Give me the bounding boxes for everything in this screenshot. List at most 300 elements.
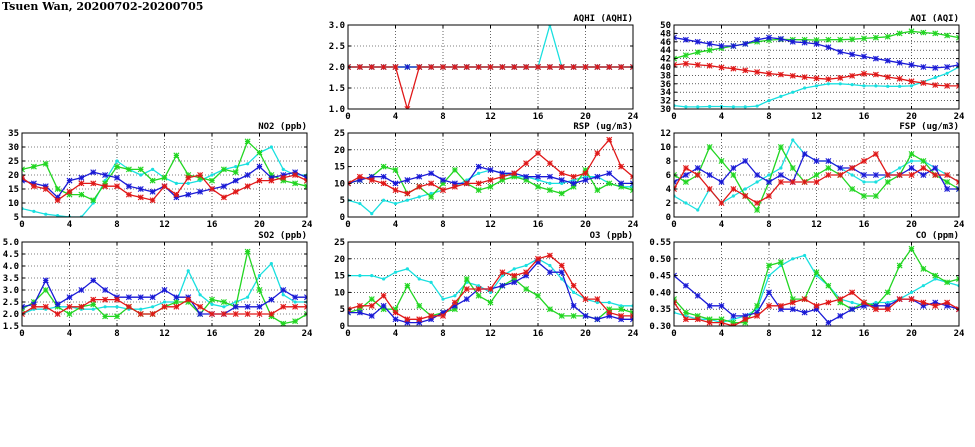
data-point [174, 192, 179, 197]
data-point [838, 37, 843, 42]
data-point [394, 271, 397, 274]
data-point [683, 37, 688, 42]
data-point [186, 175, 191, 180]
x-tick-label: 8 [766, 220, 772, 230]
data-point [885, 307, 890, 312]
data-point [766, 303, 771, 308]
data-point [269, 297, 274, 302]
data-point [476, 188, 481, 193]
data-point [684, 105, 687, 108]
data-point [695, 62, 700, 67]
data-point [257, 311, 262, 316]
data-point [683, 172, 688, 177]
data-point [369, 313, 374, 318]
data-point [683, 317, 688, 322]
data-point [619, 164, 624, 169]
data-point [838, 297, 843, 302]
data-point [43, 287, 48, 292]
data-point [945, 280, 950, 285]
data-point [885, 58, 890, 63]
data-point [778, 260, 783, 265]
data-point [743, 68, 748, 73]
y-tick-label: 0.50 [649, 254, 671, 265]
data-point [417, 64, 422, 69]
data-point [464, 276, 469, 281]
data-point [138, 167, 143, 172]
data-point [440, 188, 445, 193]
data-point [766, 179, 771, 184]
data-point [369, 64, 374, 69]
data-point [500, 270, 505, 275]
data-point [187, 269, 190, 272]
data-point [476, 164, 481, 169]
y-tick-label: 36 [660, 79, 671, 90]
x-tick-label: 24 [953, 220, 965, 230]
data-point [921, 64, 926, 69]
data-point [126, 295, 131, 300]
data-point [103, 287, 108, 292]
data-point [743, 158, 748, 163]
data-point [513, 267, 516, 270]
data-point [814, 179, 819, 184]
data-point [548, 182, 551, 185]
data-point [885, 34, 890, 39]
data-point [393, 310, 398, 315]
y-tick-label: 35 [8, 129, 19, 139]
data-point [595, 297, 600, 302]
data-point [32, 210, 35, 213]
data-point [91, 170, 96, 175]
data-point [535, 293, 540, 298]
data-point [282, 168, 285, 171]
data-point [126, 304, 131, 309]
data-point [257, 304, 262, 309]
data-point [790, 300, 795, 305]
data-point [43, 278, 48, 283]
data-point [583, 171, 588, 176]
y-tick-label: 10 [8, 199, 19, 209]
x-tick-label: 20 [254, 329, 265, 339]
x-tick-label: 4 [718, 329, 725, 339]
y-tick-label: 1.5 [2, 322, 19, 332]
data-point [933, 303, 938, 308]
data-point [861, 158, 866, 163]
y-tick-label: 25 [8, 157, 19, 167]
x-tick-label: 16 [858, 329, 870, 339]
data-point [258, 274, 261, 277]
data-point [547, 161, 552, 166]
data-point [873, 56, 878, 61]
y-tick-label: 0.40 [649, 288, 671, 299]
data-point [607, 137, 612, 142]
data-point [257, 164, 262, 169]
page-title: Tsuen Wan, 20200702-20200705 [2, 0, 204, 13]
data-point [851, 83, 854, 86]
data-point [548, 264, 551, 267]
data-point [524, 64, 529, 69]
y-tick-label: 2.0 [2, 310, 19, 320]
data-point [150, 295, 155, 300]
data-point [559, 177, 564, 182]
x-tick-label: 12 [811, 220, 822, 230]
data-point [293, 304, 298, 309]
data-point [571, 64, 576, 69]
data-point [209, 186, 214, 191]
y-tick-label: 20 [334, 145, 345, 156]
data-point [488, 64, 493, 69]
data-point [909, 62, 914, 67]
data-point [814, 270, 819, 275]
data-point [270, 262, 273, 265]
data-point [755, 172, 760, 177]
y-tick-label: 46 [660, 37, 671, 48]
data-point [707, 63, 712, 68]
data-point [535, 151, 540, 156]
data-point [850, 186, 855, 191]
y-tick-label: 15 [334, 271, 345, 282]
data-point [535, 184, 540, 189]
data-point [595, 151, 600, 156]
data-point [233, 178, 238, 183]
x-tick-label: 8 [440, 329, 446, 339]
data-point [103, 297, 108, 302]
data-point [464, 181, 469, 186]
y-tick-label: 50 [660, 21, 671, 31]
x-tick-label: 8 [766, 112, 772, 122]
data-point [921, 158, 926, 163]
x-tick-label: 4 [392, 112, 399, 122]
data-point [814, 158, 819, 163]
data-point [269, 178, 274, 183]
data-point [245, 139, 250, 144]
data-point [221, 299, 226, 304]
data-point [31, 164, 36, 169]
x-tick-label: 8 [766, 329, 772, 339]
x-tick-label: 12 [811, 329, 822, 339]
data-point [525, 264, 528, 267]
data-point [850, 165, 855, 170]
data-point [933, 82, 938, 87]
data-point [500, 64, 505, 69]
data-point [826, 165, 831, 170]
data-point [559, 191, 564, 196]
data-point [696, 208, 699, 211]
data-point [921, 30, 926, 35]
data-point [861, 300, 866, 305]
data-point [126, 192, 131, 197]
y-tick-label: 12 [660, 129, 671, 139]
data-point [851, 173, 854, 176]
x-tick-label: 8 [114, 329, 120, 339]
data-point [429, 194, 434, 199]
x-tick-label: 16 [532, 329, 544, 339]
data-point [933, 31, 938, 36]
chart-aqi [660, 14, 965, 122]
y-tick-label: 5 [339, 196, 345, 207]
data-point [417, 317, 422, 322]
data-point [453, 294, 456, 297]
x-tick-label: 12 [485, 112, 496, 122]
data-point [707, 186, 712, 191]
data-point [429, 64, 434, 69]
data-point [743, 317, 748, 322]
data-point [619, 307, 624, 312]
data-point [559, 270, 564, 275]
y-tick-label: 30 [8, 143, 19, 153]
data-point [547, 174, 552, 179]
data-point [778, 72, 783, 77]
data-point [731, 186, 736, 191]
data-point [174, 295, 179, 300]
data-point [779, 166, 782, 169]
data-point [393, 188, 398, 193]
y-tick-label: 10 [660, 143, 671, 153]
data-point [246, 162, 249, 165]
data-point [381, 293, 386, 298]
data-point [683, 53, 688, 58]
data-point [755, 303, 760, 308]
data-point [945, 64, 950, 69]
data-point [732, 105, 735, 108]
data-point [755, 313, 760, 318]
data-point [162, 287, 167, 292]
x-tick-label: 12 [485, 220, 496, 230]
data-point [945, 300, 950, 305]
data-point [607, 310, 612, 315]
data-point [369, 297, 374, 302]
data-point [174, 299, 179, 304]
data-point [945, 33, 950, 38]
y-tick-label: 3.0 [2, 286, 19, 296]
chart-title: SO2 (ppb) [258, 231, 307, 241]
y-tick-label: 3.5 [2, 274, 19, 284]
y-tick-label: 3.0 [328, 21, 345, 31]
data-point [535, 64, 540, 69]
data-point [103, 184, 108, 189]
data-point [571, 181, 576, 186]
data-point [199, 293, 202, 296]
x-tick-label: 4 [66, 220, 73, 230]
x-tick-label: 8 [114, 220, 120, 230]
data-point [209, 311, 214, 316]
data-point [873, 151, 878, 156]
y-tick-label: 5 [339, 305, 345, 316]
data-point [245, 249, 250, 254]
data-point [269, 311, 274, 316]
data-point [281, 175, 286, 180]
data-point [104, 305, 107, 308]
data-point [79, 287, 84, 292]
x-tick-label: 20 [906, 220, 917, 230]
y-tick-label: 4 [665, 185, 671, 195]
data-point [221, 195, 226, 200]
data-point [233, 189, 238, 194]
x-tick-label: 0 [671, 112, 677, 122]
data-point [245, 304, 250, 309]
data-point [767, 99, 770, 102]
data-point [150, 178, 155, 183]
data-point [281, 321, 286, 326]
data-point [221, 184, 226, 189]
data-point [707, 303, 712, 308]
data-point [945, 186, 950, 191]
data-point [886, 85, 889, 88]
data-point [862, 84, 865, 87]
data-point [909, 151, 914, 156]
data-point [719, 303, 724, 308]
data-point [417, 303, 422, 308]
data-point [560, 277, 563, 280]
data-point [440, 313, 445, 318]
data-point [873, 72, 878, 77]
data-point [921, 266, 926, 271]
data-point [766, 193, 771, 198]
data-point [933, 165, 938, 170]
data-point [67, 304, 72, 309]
data-point [150, 311, 155, 316]
data-point [861, 193, 866, 198]
data-point [779, 95, 782, 98]
data-point [44, 213, 47, 216]
data-point [695, 172, 700, 177]
x-tick-label: 20 [580, 112, 591, 122]
data-point [619, 313, 624, 318]
chart-no2 [8, 122, 313, 230]
data-point [174, 304, 179, 309]
data-point [826, 158, 831, 163]
data-point [850, 290, 855, 295]
data-point [394, 202, 397, 205]
data-point [766, 290, 771, 295]
x-tick-label: 12 [159, 329, 170, 339]
data-point [756, 180, 759, 183]
data-point [488, 300, 493, 305]
data-point [826, 77, 831, 82]
data-point [559, 64, 564, 69]
data-point [162, 175, 167, 180]
chart-co [649, 231, 965, 339]
x-tick-label: 24 [953, 329, 965, 339]
data-point [393, 317, 398, 322]
data-point [839, 82, 842, 85]
data-point [933, 65, 938, 70]
data-point [512, 64, 517, 69]
data-point [766, 263, 771, 268]
chart-title: FSP (ug/m3) [899, 122, 959, 132]
data-point [31, 304, 36, 309]
data-point [707, 320, 712, 325]
x-tick-label: 16 [858, 112, 870, 122]
data-point [861, 172, 866, 177]
data-point [382, 277, 385, 280]
data-point [684, 201, 687, 204]
data-point [440, 177, 445, 182]
data-point [209, 297, 214, 302]
data-point [778, 172, 783, 177]
data-point [138, 311, 143, 316]
x-tick-label: 0 [671, 329, 677, 339]
data-point [270, 145, 273, 148]
data-point [186, 192, 191, 197]
x-tick-label: 0 [19, 329, 25, 339]
data-point [91, 181, 96, 186]
data-point [874, 180, 877, 183]
data-point [695, 39, 700, 44]
data-point [500, 283, 505, 288]
chart-so2 [3, 231, 313, 339]
x-tick-label: 8 [440, 220, 446, 230]
data-point [802, 40, 807, 45]
data-point [524, 286, 529, 291]
x-tick-label: 20 [254, 220, 265, 230]
data-point [198, 189, 203, 194]
data-point [464, 297, 469, 302]
data-point [755, 37, 760, 42]
data-point [476, 181, 481, 186]
data-point [826, 300, 831, 305]
data-point [524, 270, 529, 275]
data-point [803, 254, 806, 257]
data-point [595, 317, 600, 322]
data-point [91, 302, 96, 307]
data-point [897, 172, 902, 177]
data-point [802, 151, 807, 156]
data-point [209, 178, 214, 183]
data-point [488, 177, 493, 182]
chart-title: O3 (ppb) [589, 231, 633, 241]
data-point [417, 184, 422, 189]
data-point [683, 165, 688, 170]
x-tick-label: 24 [627, 112, 639, 122]
data-point [755, 69, 760, 74]
data-point [595, 64, 600, 69]
data-point [535, 174, 540, 179]
data-point [802, 310, 807, 315]
x-tick-label: 24 [953, 112, 965, 122]
data-point [815, 84, 818, 87]
y-tick-label: 0.55 [649, 238, 671, 248]
data-point [909, 79, 914, 84]
data-point [814, 41, 819, 46]
y-tick-label: 48 [660, 29, 671, 40]
y-tick-label: 25 [334, 129, 345, 139]
chart-aqhi [329, 14, 639, 122]
y-tick-label: 6 [665, 171, 671, 181]
chart-title: AQHI (AQHI) [573, 14, 633, 24]
data-point [743, 193, 748, 198]
data-point [370, 212, 373, 215]
data-point [571, 313, 576, 318]
data-point [802, 74, 807, 79]
data-point [743, 41, 748, 46]
data-point [708, 105, 711, 108]
chart-fsp [660, 122, 965, 230]
data-point [198, 172, 203, 177]
data-point [827, 82, 830, 85]
data-point [945, 179, 950, 184]
x-tick-label: 4 [392, 329, 399, 339]
data-point [139, 308, 142, 311]
x-tick-label: 16 [206, 329, 218, 339]
data-point [755, 200, 760, 205]
x-tick-label: 4 [718, 220, 725, 230]
data-point [79, 175, 84, 180]
data-point [405, 64, 410, 69]
data-point [934, 76, 937, 79]
data-point [838, 172, 843, 177]
data-point [357, 174, 362, 179]
data-point [393, 64, 398, 69]
